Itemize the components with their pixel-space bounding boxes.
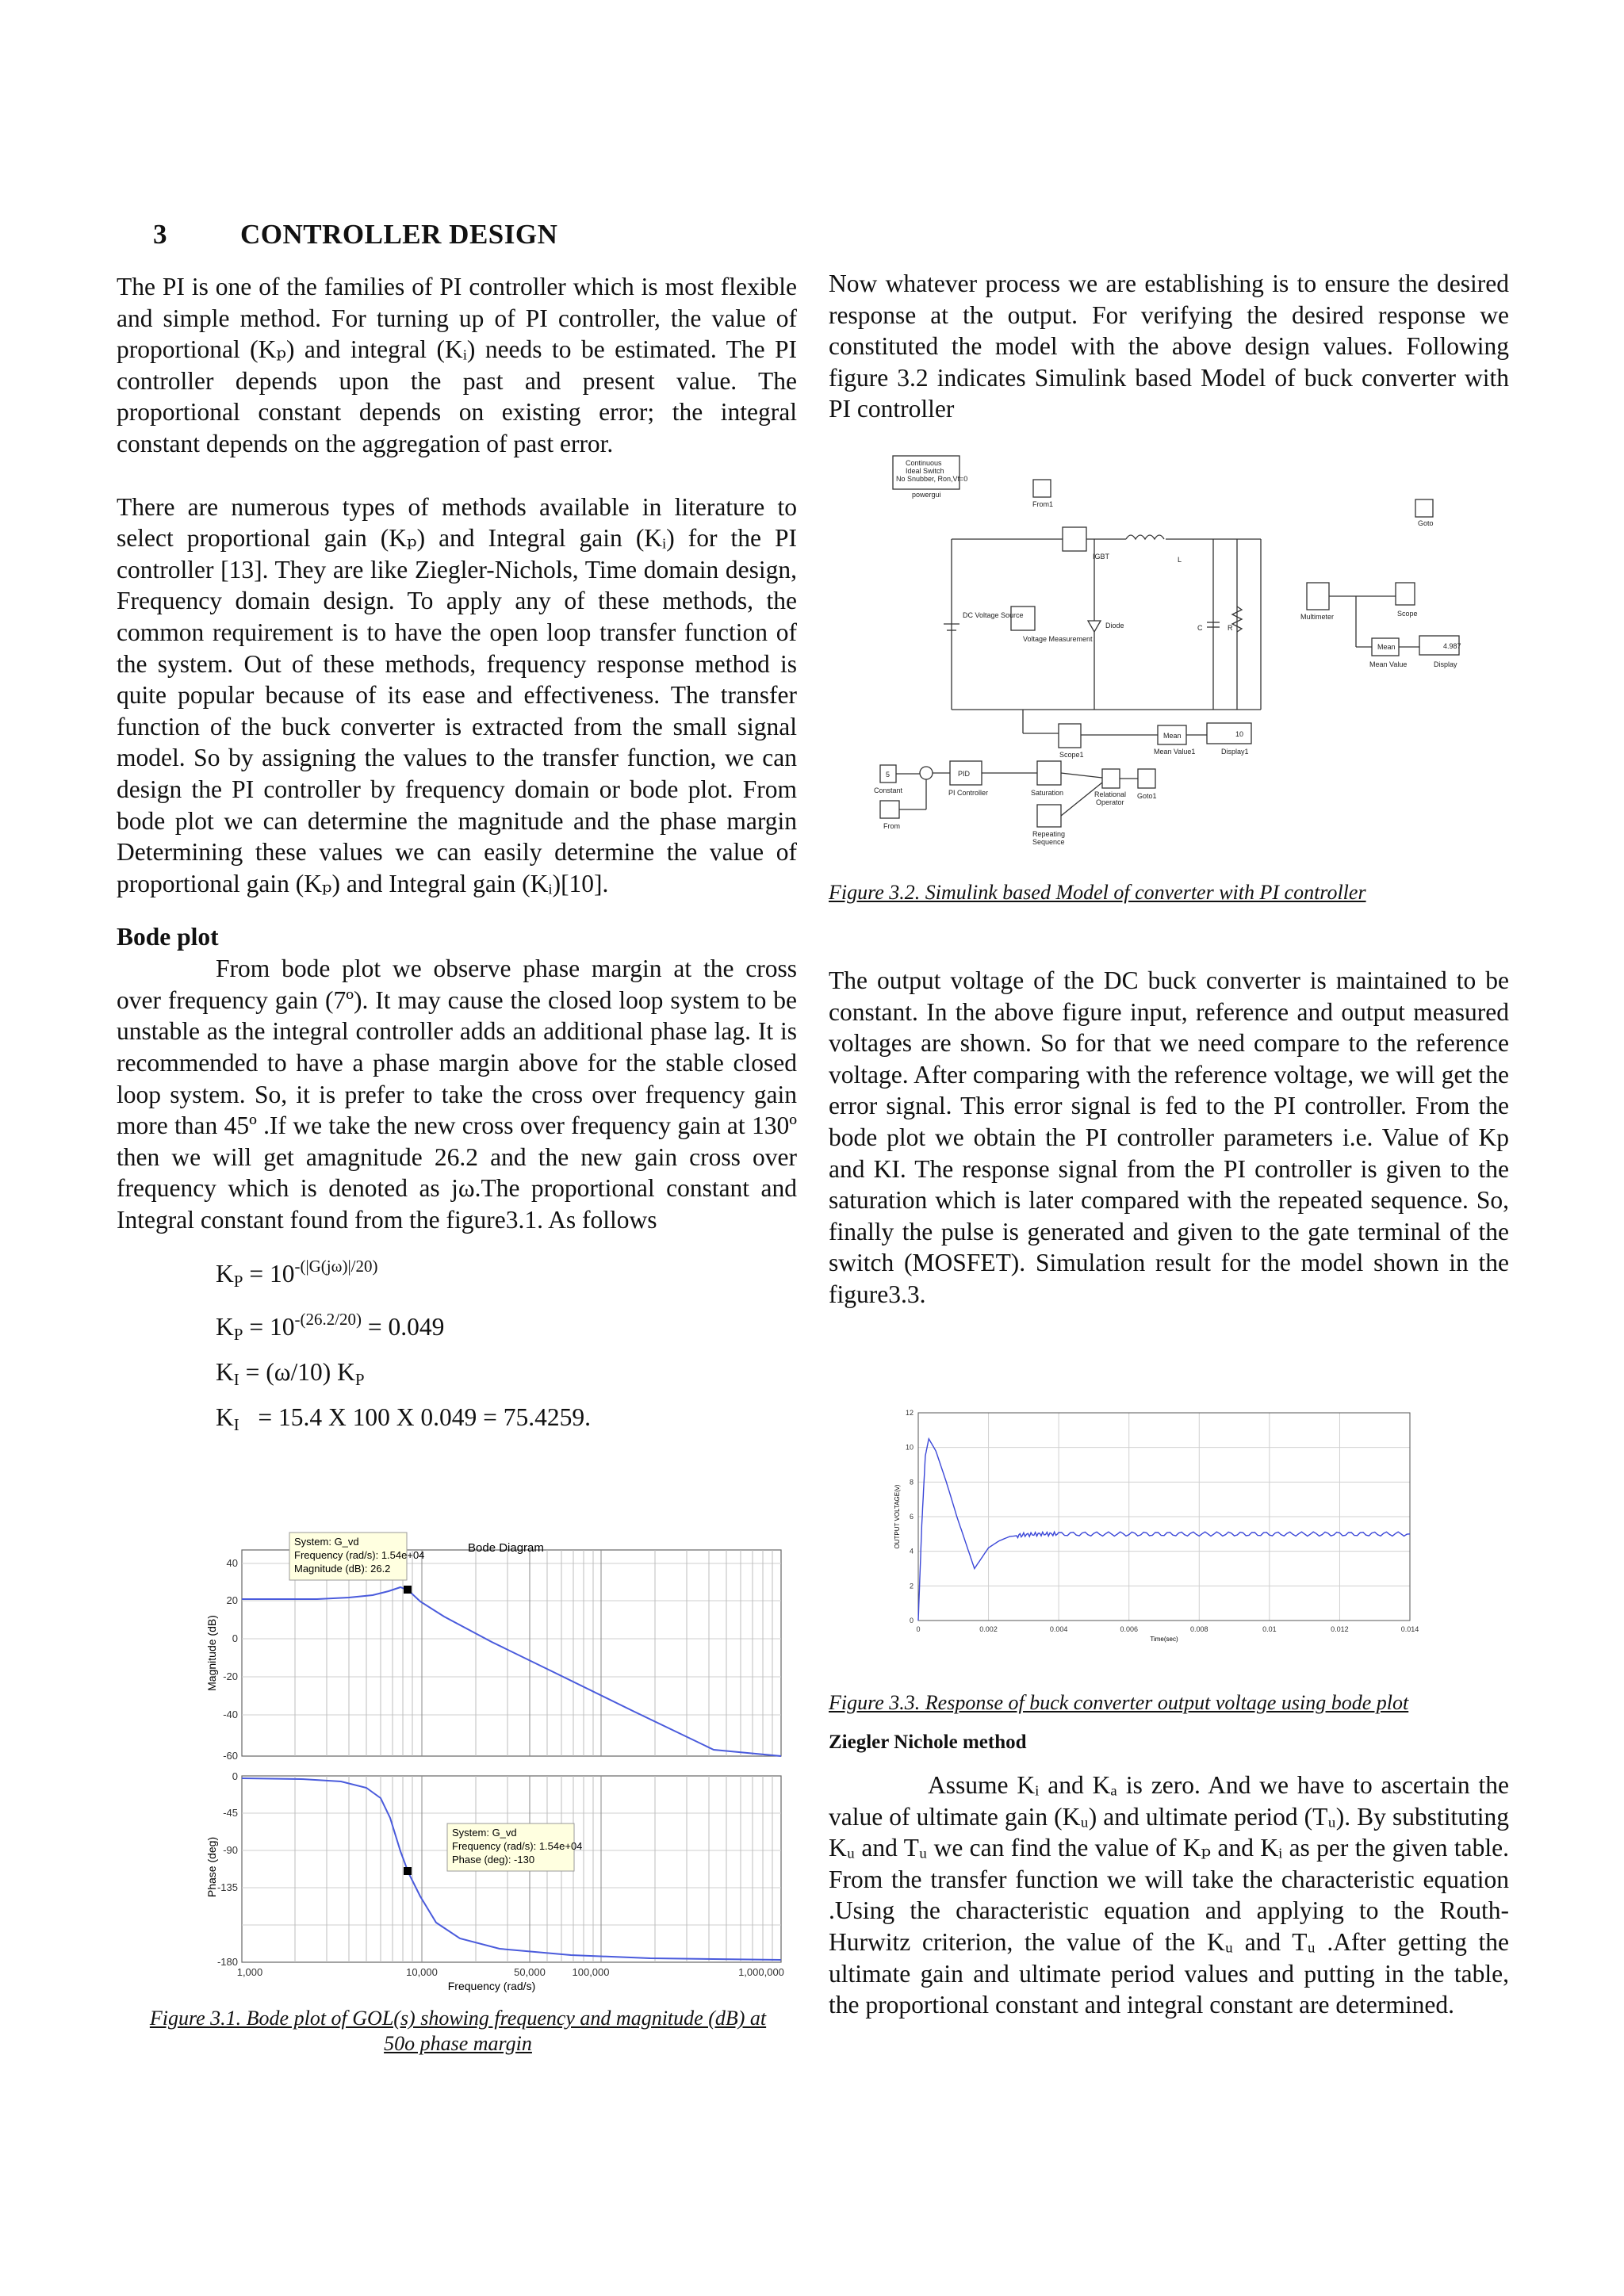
voltage-series-line [918,1439,1410,1621]
svg-text:Frequency (rad/s): 1.54e+04: Frequency (rad/s): 1.54e+04 [294,1549,425,1561]
bode-plot-heading: Bode plot [117,923,219,951]
svg-text:Mean Value: Mean Value [1369,660,1408,668]
right-column-bottom [829,1727,1509,2021]
voltage-x-tick: 0.006 [1120,1625,1138,1633]
svg-text:PID: PID [958,770,971,778]
svg-text:Relational: Relational [1094,790,1127,798]
svg-text:Ideal Switch: Ideal Switch [906,467,944,475]
x-tick: 10,000 [406,1966,438,1978]
left-paragraph-2: There are numerous types of methods available in literature to select proportional gain (Kₚ) and Integral gain (Kᵢ) for the PI controller [13]. They are like Ziegler-Nichols, Time domain design, Frequency domain design. To apply any of these methods, the common requirement is to have the open loop transfer function of the system. Out of these methods, frequency response method is quite popular because of its ease and effectiveness. The transfer function of the buck converter is extracted from the small signal model. So by assigning the values to the transfer function, we can design the PI controller by frequency domain or bode plot. From bode plot we can determine the magnitude and the phase margin Determining these values we can easily determine the value of proportional gain (Kₚ) and Integral gain (Kᵢ)[10]. [117,492,797,897]
voltage-chart-xlabel: Time(sec) [1150,1636,1178,1643]
equation-kp-value: $K_P = 10^{-(26.2/20)} = 0.049$ [216,1309,445,1344]
right-column-middle [829,965,1509,1311]
svg-text:Mean: Mean [1163,732,1182,740]
x-tick: 1,000,000 [738,1966,784,1978]
svg-text:Voltage Measurement: Voltage Measurement [1023,635,1093,643]
right-paragraph-2: The output voltage of the DC buck converter is maintained to be constant. In the above figure input, reference and output measured voltages are shown. So for that we need compare to the reference voltage. After comparing with the reference voltage, we will get the error signal. This error signal is fed to the PI controller. From the bode plot we obtain the PI controller parameters i.e. Value of Kp and KI. The response signal from the PI controller is given to the saturation which is later compared with the repeated sequence. So, finally the pulse is generated and given to the gate terminal of the switch (MOSFET). Simulation result for the model shown in the figure3.3. [829,966,1509,1308]
mag-tick: 40 [226,1557,238,1569]
svg-text:4.987: 4.987 [1443,642,1461,650]
voltage-response-chart [880,1403,1419,1657]
svg-text:Mean Value1: Mean Value1 [1154,748,1196,756]
x-tick: 100,000 [572,1966,610,1978]
svg-text:powergui: powergui [912,491,941,499]
svg-text:System: G_vd: System: G_vd [294,1536,359,1548]
voltage-y-tick: 6 [909,1513,914,1521]
phase-tick: 0 [232,1770,238,1782]
svg-text:Display1: Display1 [1221,748,1249,756]
right-column-top [829,268,1509,425]
voltage-chart-ylabel: OUTPUT VOLTAGE(v) [894,1484,901,1549]
section-number: 3 [153,219,167,250]
right-paragraph-3: Assume Kᵢ and Kₐ is zero. And we have to ascertain the value of ultimate gain (Kᵤ) and ultimate period (Tᵤ). By substituting Kᵤ and Tᵤ we can find the value of Kₚ and Kᵢ as per the given table. From the transfer function we will take the characteristic equation .Using the characteristic equation and applying to the Routh-Hurwitz criterion, the value of the Kᵤ and Tᵤ .After getting the ultimate gain and ultimate period values and putting in the table, the proportional constant and integral constant are determined. [829,1771,1509,2019]
svg-text:Goto1: Goto1 [1137,792,1157,800]
voltage-y-tick: 10 [905,1443,914,1452]
ziegler-nichole-heading: Ziegler Nichole method [829,1732,1027,1753]
svg-text:Multimeter: Multimeter [1300,613,1335,621]
voltage-y-tick: 4 [909,1547,914,1556]
mag-tick: -20 [223,1670,238,1682]
voltage-x-tick: 0.01 [1262,1625,1277,1633]
left-column [117,271,797,1441]
svg-text:From: From [883,822,900,830]
voltage-x-tick: 0.004 [1049,1625,1068,1633]
figure-3-1-caption: Figure 3.1. Bode plot of GOL(s) showing frequency and magnitude (dB) at 50o phase margin [149,2007,767,2055]
svg-text:Phase (deg): -130: Phase (deg): -130 [452,1854,535,1866]
mag-tick: 0 [232,1632,238,1644]
svg-text:Repeating: Repeating [1032,830,1066,838]
magnitude-datatip [289,1533,424,1580]
section-heading [153,219,557,251]
svg-text:IGBT: IGBT [1093,553,1110,561]
phase-tick: -45 [223,1807,238,1819]
phase-datatip [447,1823,582,1871]
svg-text:L: L [1178,556,1182,564]
x-tick: 1,000 [236,1966,263,1978]
voltage-x-tick: 0 [916,1625,921,1633]
svg-text:Mean: Mean [1377,643,1396,651]
left-paragraph-3: From bode plot we observe phase margin at the cross over frequency gain (7º). It may cause the closed loop system to be unstable as the integral controller adds an additional phase lag. It is recommended to have a phase margin above for the stable closed loop system. So, it is prefer to take the cross over frequency gain more than 45º .If we take the new cross over frequency gain at 130º then we will get amagnitude 26.2 and the new gain cross over frequency which is denoted as jω.The proportional constant and Integral constant found from the figure3.1. As follows [117,955,797,1234]
figure-3-3-caption: Figure 3.3. Response of buck converter output voltage using bode plot [829,1691,1409,1714]
simulink-model-figure [864,448,1499,860]
svg-text:Constant: Constant [874,786,903,794]
voltage-y-tick: 2 [909,1582,914,1590]
x-tick: 50,000 [514,1966,546,1978]
voltage-y-tick: 12 [905,1409,914,1417]
voltage-x-tick: 0.012 [1331,1625,1349,1633]
left-paragraph-1: The PI is one of the families of PI controller which is most flexible and simple method. For turning up of PI controller, the value of proportional (Kₚ) and integral (Kᵢ) needs to be estimated. The PI controller depends upon the past and present value. The proportional constant depends on existing error; the integral constant depends on the aggregation of past error. [117,273,797,457]
equation-kp-general: $K_P = 10^{-(|G(j\omega)|/20)}$ [216,1256,378,1291]
bode-plot-figure [159,1526,793,1994]
svg-text:Diode: Diode [1105,622,1124,629]
svg-text:No Snubber, Ron,Vf=0: No Snubber, Ron,Vf=0 [896,475,968,483]
svg-text:10: 10 [1235,730,1244,738]
phase-tick: -180 [216,1956,238,1968]
svg-text:5: 5 [886,771,891,779]
svg-text:Frequency (rad/s): 1.54e+04: Frequency (rad/s): 1.54e+04 [452,1840,583,1852]
svg-text:Magnitude (dB): 26.2: Magnitude (dB): 26.2 [294,1563,391,1575]
svg-text:Continuous: Continuous [906,459,942,467]
figure-3-2-caption: Figure 3.2. Simulink based Model of converter with PI controller [829,881,1366,904]
svg-text:R: R [1228,624,1233,632]
svg-text:PI Controller: PI Controller [948,789,989,797]
equation-ki-general: $K_I = (\omega/10)$ $K_P$ [216,1357,365,1389]
mag-ylabel: Magnitude (dB) [205,1615,218,1691]
svg-text:Display: Display [1434,660,1457,668]
svg-text:C: C [1197,624,1203,632]
mag-tick: -60 [223,1750,238,1762]
mag-tick: 20 [226,1594,238,1606]
voltage-x-tick: 0.014 [1400,1625,1419,1633]
voltage-y-tick: 0 [909,1617,914,1624]
svg-text:Saturation: Saturation [1031,789,1064,797]
phase-ylabel: Phase (deg) [205,1836,218,1898]
svg-text:From1: From1 [1032,500,1054,508]
svg-text:Scope1: Scope1 [1059,751,1084,759]
section-title: CONTROLLER DESIGN [240,219,558,250]
voltage-y-tick: 8 [909,1478,914,1487]
phase-marker [404,1867,412,1875]
bode-title: Bode Diagram [468,1541,544,1555]
svg-text:Operator: Operator [1096,798,1124,806]
svg-text:DC Voltage Source: DC Voltage Source [963,611,1024,619]
voltage-x-tick: 0.002 [979,1625,998,1633]
magnitude-marker [404,1586,412,1594]
voltage-x-tick: 0.008 [1190,1625,1208,1633]
svg-text:System: G_vd: System: G_vd [452,1827,517,1839]
equation-ki-value: $K_I = 15.4$ X 100 X 0.049 = 75.4259. [216,1402,592,1434]
phase-tick: -90 [223,1844,238,1856]
bode-xlabel: Frequency (rad/s) [447,1980,536,1992]
phase-tick: -135 [216,1881,238,1893]
svg-text:Sequence: Sequence [1032,838,1065,846]
svg-text:Goto: Goto [1418,519,1434,527]
mag-tick: -40 [223,1709,238,1720]
right-paragraph-1: Now whatever process we are establishing is to ensure the desired response at the output. For verifying the desired response we constituted the model with the above design values. Following figure 3.2 indicates Simulink based Model of buck converter with PI controller [829,270,1509,423]
svg-text:Scope: Scope [1397,610,1418,618]
